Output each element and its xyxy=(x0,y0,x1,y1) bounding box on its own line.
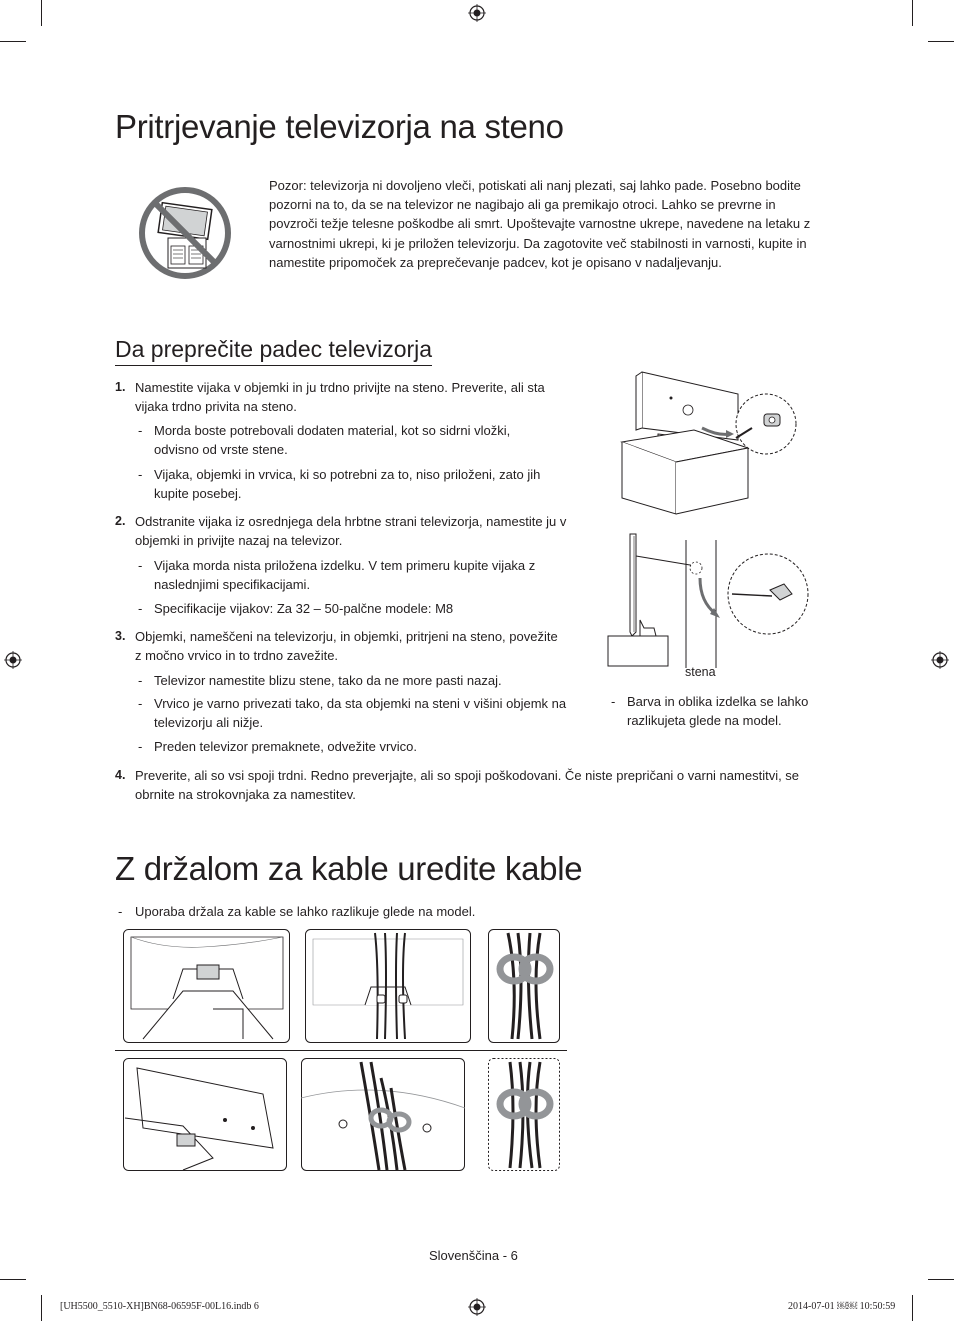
step-note: Vrvico je varno privezati tako, da sta objemki na steni v višini objemk na televizorju ali nižje. xyxy=(154,696,567,731)
crop-mark xyxy=(928,41,954,42)
section-title-wall-mount: Pritrjevanje televizorja na steno xyxy=(115,108,564,145)
no-climbing-warning-icon xyxy=(138,186,232,280)
note-dash: - xyxy=(138,739,143,754)
figure-note: Barva in oblika izdelka se lahko razlikujeta glede na model. xyxy=(627,694,809,729)
note-dash: - xyxy=(138,601,143,616)
tv-stand-clamp-illustration xyxy=(618,368,798,516)
step-text: Namestite vijaka v objemki in ju trdno privijte na steno. Preverite, ali sta vijaka trdno privita na steno. xyxy=(135,380,545,415)
step-number: 4. xyxy=(115,768,126,782)
cable-holder-detail-image xyxy=(488,929,560,1043)
cable-holder-step-image xyxy=(123,929,290,1043)
cable-holder-detail-image xyxy=(488,1058,560,1171)
step-note: Vijaka morda nista priložena izdelku. V tem primeru kupite vijaka z naslednjimi specifikacijami. xyxy=(154,558,536,593)
cable-holder-step-image xyxy=(301,1058,465,1171)
step-number: 2. xyxy=(115,514,126,528)
print-slug-left: [UH5500_5510-XH]BN68-06595F-00L16.indb 6 xyxy=(60,1301,259,1312)
crop-mark xyxy=(928,1279,954,1280)
registration-mark-icon xyxy=(468,4,486,22)
warning-paragraph: Pozor: televizorja ni dovoljeno vleči, potiskati ali nanj plezati, saj lahko pade. Posebno bodite pozorni na to, da se na televizor ne nagibajo ali ga premikajo otroci. Lahko se prevrne in povzroči težje telesne poškodbe ali smrt. Upoštevajte varnostne ukrepe, navedene na letaku z varnostnimi ukrepi, ki je priložen televizorju. Da zagotovite več stabilnosti in varnosti, kupite in namestite pripomoček za preprečevanje padcev, kot je opisano v nadaljevanju. xyxy=(269,178,811,270)
registration-mark-icon xyxy=(468,1298,486,1316)
divider-line xyxy=(115,1050,567,1051)
cable-holder-step-image xyxy=(123,1058,287,1171)
note-dash: - xyxy=(611,694,616,709)
tv-wall-side-illustration xyxy=(604,532,810,668)
cable-holder-note: Uporaba držala za kable se lahko razlikuje glede na model. xyxy=(135,904,476,919)
step-note: Televizor namestite blizu stene, tako da ne more pasti nazaj. xyxy=(154,673,502,688)
print-slug-right: 2014-07-01 ￼￼ 10:50:59 xyxy=(788,1301,896,1312)
crop-mark xyxy=(0,1279,26,1280)
crop-mark xyxy=(912,1295,913,1321)
crop-mark xyxy=(0,41,26,42)
note-dash: - xyxy=(138,673,143,688)
note-dash: - xyxy=(138,696,143,711)
step-note: Preden televizor premaknete, odvežite vrvico. xyxy=(154,739,418,754)
step-text: Preverite, ali so vsi spoji trdni. Redno preverjajte, ali so spoji poškodovani. Če niste prepričani o varni namestitvi, se obrnite na strokovnjaka za namestitev. xyxy=(135,768,800,803)
registration-mark-icon xyxy=(4,651,22,669)
step-number: 3. xyxy=(115,629,126,643)
crop-mark xyxy=(41,0,42,26)
step-text: Objemki, nameščeni na televizorju, in objemki, pritrjeni na steno, povežite z močno vrvico in to trdno zavežite. xyxy=(135,629,558,664)
step-note: Morda boste potrebovali dodaten material, kot so sidrni vložki, odvisno od vrste stene. xyxy=(154,423,511,458)
note-dash: - xyxy=(118,904,123,919)
cable-holder-step-image xyxy=(305,929,471,1043)
note-dash: - xyxy=(138,558,143,573)
page-footer: Slovenščina - 6 xyxy=(429,1248,518,1263)
section-title-cable-holder: Z držalom za kable uredite kable xyxy=(115,850,583,887)
step-text: Odstranite vijaka iz osrednjega dela hrbtne strani televizorja, namestite ju v objemki in privijte nazaj na televizor. xyxy=(135,514,567,549)
note-dash: - xyxy=(138,423,143,438)
subsection-title-prevent-fall: Da preprečite padec televizorja xyxy=(115,336,432,366)
registration-mark-icon xyxy=(931,651,949,669)
crop-mark xyxy=(41,1295,42,1321)
crop-mark xyxy=(912,0,913,26)
step-number: 1. xyxy=(115,380,126,394)
wall-label: stena xyxy=(685,665,716,679)
note-dash: - xyxy=(138,467,143,482)
step-note: Vijaka, objemki in vrvica, ki so potrebni za to, niso priloženi, zato jih kupite posebej. xyxy=(154,467,541,502)
step-note: Specifikacije vijakov: Za 32 – 50-palčne modele: M8 xyxy=(154,601,454,616)
